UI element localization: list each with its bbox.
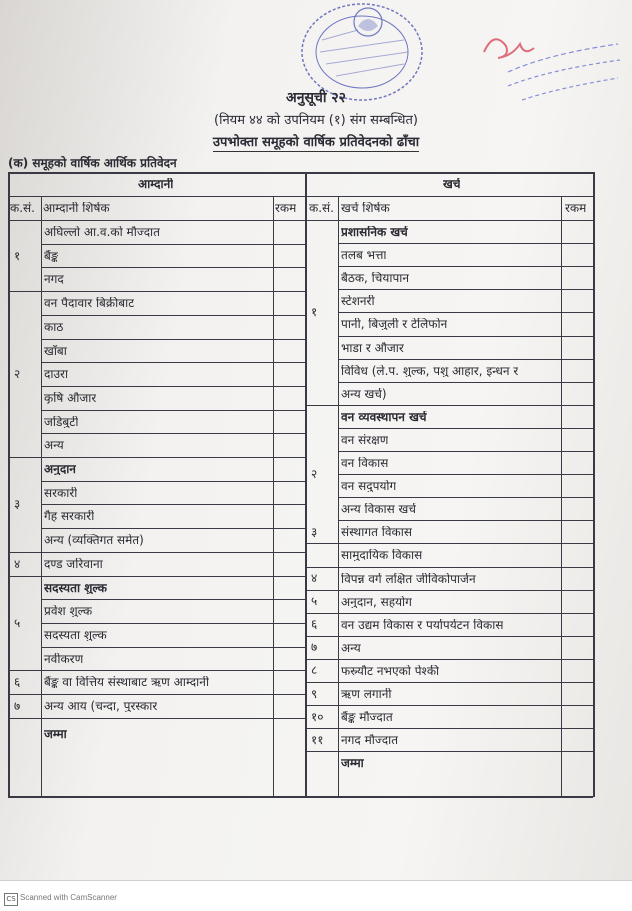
income-sn-5: ५ <box>14 616 21 629</box>
income-row-title: खाँबा <box>44 344 67 357</box>
income-row-line <box>41 481 305 482</box>
expense-sn-6: ६ <box>311 618 318 631</box>
income-row-title: गैह सरकारी <box>44 510 95 523</box>
income-row-title: सदस्यता शुल्क <box>44 628 107 641</box>
expense-row-line <box>305 682 593 683</box>
rule-reference: (नियम ४४ को उपनियम (१) संग सम्बन्धित) <box>214 113 418 128</box>
expense-row-title: विविध (ले.प. शुल्क, पशु आहार, इन्धन र <box>341 364 519 377</box>
income-row-title: नवीकरण <box>44 652 84 665</box>
expense-row-title: स्टेशनरी <box>341 295 375 308</box>
table-border-right <box>593 172 595 797</box>
expense-row-line <box>305 543 593 544</box>
income-row-line <box>41 339 305 340</box>
expense-sn-5: ५ <box>311 595 318 608</box>
expense-sn-9: ९ <box>311 687 318 700</box>
income-row-title: अन्य (व्यक्तिगत समेत) <box>44 534 144 547</box>
expense-row-title: फस्र्यौट नभएको पेश्की <box>341 664 440 677</box>
expense-row-title: वन व्यवस्थापन खर्च <box>341 410 427 423</box>
expense-row-title: संस्थागत विकास <box>341 526 412 539</box>
expense-row-line <box>305 636 593 637</box>
expense-row-line <box>305 613 593 614</box>
income-row-title: वन पैदावार बिक्रीबाट <box>44 297 135 310</box>
expense-sn-7: ७ <box>311 641 318 654</box>
expense-row-line <box>305 405 593 406</box>
income-row-line <box>41 599 305 600</box>
expense-row-title: प्रशासनिक खर्च <box>341 226 408 238</box>
camscanner-logo-icon: CS <box>4 893 18 906</box>
expense-sn-8: ८ <box>311 664 318 677</box>
income-row-title: प्रवेश शुल्क <box>44 605 93 618</box>
income-row-line <box>41 504 305 505</box>
income-sn-6: ६ <box>14 676 21 689</box>
expense-row-line <box>305 751 593 752</box>
expense-row-title: वन विकास <box>341 457 389 469</box>
table-group-header-line <box>8 196 593 197</box>
expense-sn-header: क.सं. <box>309 202 334 214</box>
income-row-line <box>8 576 305 577</box>
income-row-title: नगद <box>44 273 64 286</box>
expense-row-line <box>338 497 593 498</box>
section-label: (क) समूहको वार्षिक आर्थिक प्रतिवेदन <box>8 156 177 170</box>
expense-row-title: पानी, बिजुली र टेलिफोन <box>341 318 448 331</box>
expense-sn-2: २ <box>311 468 318 481</box>
expense-row-title: भाडा र औजार <box>341 341 404 354</box>
expense-sn-4: ४ <box>311 572 318 585</box>
expense-row-title: वन संरक्षण <box>341 433 389 446</box>
income-total-label: जम्मा <box>44 727 67 740</box>
income-row-title: अन्य <box>44 439 64 452</box>
income-row-line <box>8 457 305 458</box>
expense-row-title: अन्य विकास खर्च <box>341 503 416 516</box>
expense-row-title: तलब भत्ता <box>341 249 387 262</box>
form-title: उपभोक्ता समूहको वार्षिक प्रतिवेदनको ढाँचा <box>212 135 420 150</box>
expense-sn-3: ३ <box>311 525 318 538</box>
income-amount-header: रकम <box>275 202 297 214</box>
income-row-line <box>41 315 305 316</box>
expense-row-title: अनुदान, सहयोग <box>341 595 412 608</box>
income-row-line <box>41 433 305 434</box>
income-row-title: सरकारी <box>44 486 78 499</box>
annex-title: अनुसूची २२ <box>286 90 346 106</box>
expense-row-line <box>338 359 593 360</box>
expense-total-label: जम्मा <box>341 757 364 770</box>
expense-row-line <box>305 705 593 706</box>
expense-row-title: विपन्न वर्ग लक्षित जीविकोपार्जन <box>341 572 476 585</box>
income-group-header: आम्दानी <box>138 178 174 190</box>
expense-sn-1: १ <box>311 306 318 319</box>
income-row-line <box>41 267 305 268</box>
expense-row-line <box>338 266 593 267</box>
expense-row-line <box>338 382 593 383</box>
income-row-line <box>41 528 305 529</box>
income-row-line <box>41 647 305 648</box>
income-row-line <box>41 244 305 245</box>
income-row-title: अनुदान <box>44 463 76 475</box>
income-row-line <box>8 291 305 292</box>
income-sn-2: २ <box>14 368 21 381</box>
expense-row-line <box>338 451 593 452</box>
income-row-line <box>8 694 305 695</box>
expense-sn-11: ११ <box>311 733 324 746</box>
income-row-line <box>8 718 305 719</box>
income-sn-1: १ <box>14 249 21 262</box>
income-row-line <box>41 410 305 411</box>
expense-row-title: नगद मौज्दात <box>341 734 399 747</box>
income-row-line <box>8 670 305 671</box>
income-row-title: अघिल्लो आ.व.को मौज्दात <box>44 226 161 238</box>
expense-row-line <box>338 336 593 337</box>
table-border-left <box>8 172 10 797</box>
income-row-title: बैंङ्क <box>44 249 59 262</box>
expense-row-line <box>338 289 593 290</box>
expense-row-title: बैठक, चियापान <box>341 272 410 285</box>
income-row-title: कृषि औजार <box>44 391 97 404</box>
table-border-top <box>8 172 593 174</box>
income-row-line <box>8 552 305 553</box>
expense-title-header: खर्च शिर्षक <box>341 202 390 214</box>
table-border-bottom <box>8 796 593 798</box>
expense-sn-10: १० <box>311 710 324 723</box>
income-row-line <box>41 386 305 387</box>
income-row-title: अन्य आय (चन्दा, पुरस्कार <box>44 700 158 712</box>
income-title-header: आम्दानी शिर्षक <box>43 202 110 214</box>
expense-row-line <box>305 728 593 729</box>
expense-row-title: वन उद्यम विकास र पर्यापर्यटन विकास <box>341 618 504 631</box>
expense-row-title: अन्य खर्च) <box>341 387 387 400</box>
table-column-header-line <box>8 220 593 221</box>
income-row-title: जडिबुटी <box>44 415 79 428</box>
column-separator <box>273 196 274 797</box>
expense-row-title: सामुदायिक विकास <box>341 549 423 562</box>
income-row-title: सदस्यता शुल्क <box>44 581 108 594</box>
column-separator <box>41 196 42 797</box>
expense-row-line <box>305 567 593 568</box>
expense-row-line <box>338 474 593 475</box>
expense-row-line <box>338 312 593 313</box>
income-row-title: बैंङ्क वा वित्तिय संस्थाबाट ऋण आम्दानी <box>44 676 210 689</box>
income-sn-header: क.सं. <box>10 202 35 214</box>
expense-row-title: ऋण लगानी <box>341 688 392 700</box>
expense-row-line <box>338 520 593 521</box>
annual-financial-report-table <box>8 172 593 802</box>
income-expense-divider <box>305 172 307 797</box>
income-sn-4: ४ <box>14 557 21 570</box>
income-row-line <box>41 623 305 624</box>
expense-row-line <box>338 428 593 429</box>
expense-row-title: बैंङ्क मौज्दात <box>341 711 393 724</box>
expense-row-line <box>305 590 593 591</box>
expense-row-line <box>305 659 593 660</box>
expense-row-title: वन सदुपयोग <box>341 480 397 493</box>
expense-row-title: अन्य <box>341 641 361 654</box>
scanner-credit: Scanned with CamScanner <box>20 893 117 902</box>
expense-group-header: खर्च <box>443 178 461 190</box>
expense-amount-header: रकम <box>565 202 587 214</box>
income-row-title: दण्ड जरिवाना <box>44 557 103 570</box>
income-row-title: काठ <box>44 320 64 333</box>
income-sn-3: ३ <box>14 498 21 511</box>
income-sn-7: ७ <box>14 699 21 712</box>
income-row-title: दाउरा <box>44 368 69 381</box>
income-row-line <box>41 362 305 363</box>
expense-row-line <box>338 243 593 244</box>
